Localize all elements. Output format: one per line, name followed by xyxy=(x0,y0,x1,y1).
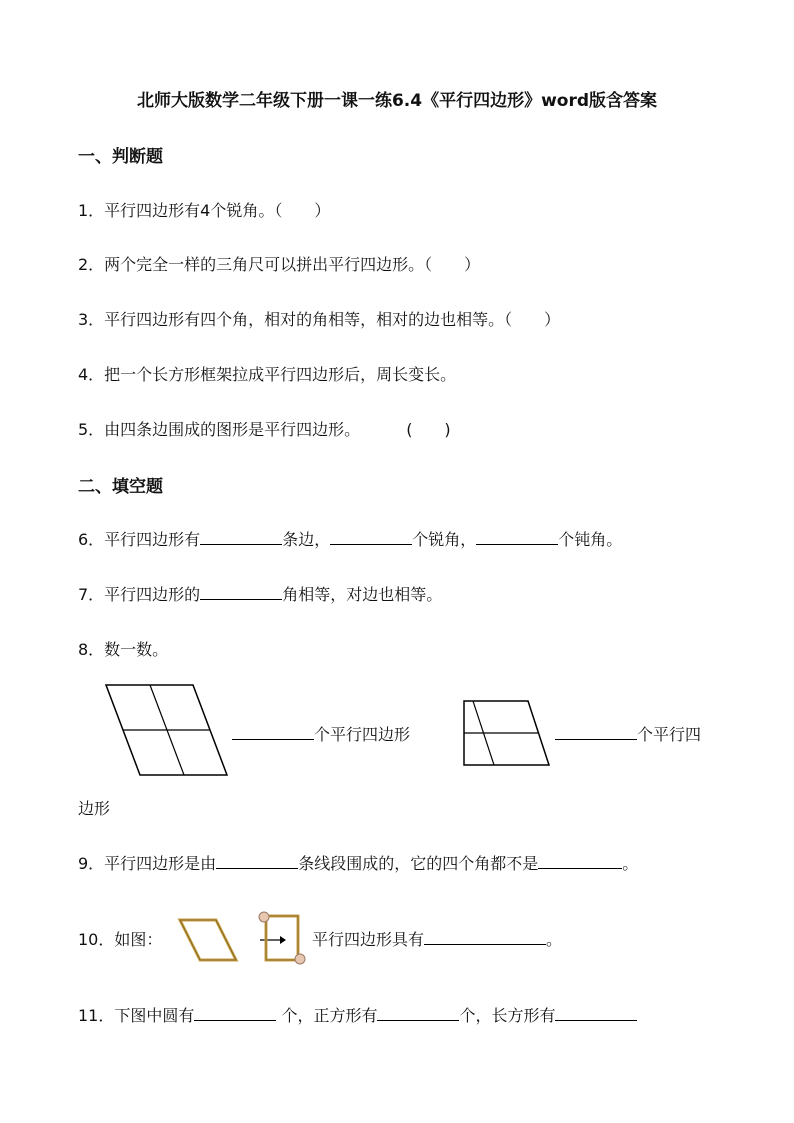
answer-blank[interactable] xyxy=(200,585,282,600)
question-11-part1: 11．下图中圆有 xyxy=(78,1006,195,1025)
question-8: 8．数一数。 xyxy=(78,640,169,659)
question-8-figure-2-answer xyxy=(555,722,701,745)
answer-blank[interactable] xyxy=(216,854,298,869)
parallelogram-figure-2 xyxy=(460,698,554,770)
question-10-part3: 。 xyxy=(546,930,563,949)
question-6-part4: 个钝角。 xyxy=(558,530,623,549)
answer-blank[interactable] xyxy=(555,1006,637,1021)
question-11-part3: 个，长方形有 xyxy=(459,1006,556,1025)
question-4: 4．把一个长方形框架拉成平行四边形后，周长变长。 xyxy=(78,365,457,384)
question-5 xyxy=(78,417,451,440)
answer-blank[interactable] xyxy=(555,725,637,740)
question-3: 3．平行四边形有四个角，相对的角相等，相对的边也相等。（ ） xyxy=(78,310,561,329)
question-7 xyxy=(78,582,442,605)
section-heading-fill: 二、填空题 xyxy=(78,477,163,497)
question-6-part1: 6．平行四边形有 xyxy=(78,530,201,549)
answer-blank[interactable] xyxy=(424,930,546,945)
question-11 xyxy=(78,1003,637,1026)
question-8-figure-1-label: 个平行四边形 xyxy=(314,725,411,744)
question-9 xyxy=(78,851,638,874)
question-2: 2．两个完全一样的三角尺可以拼出平行四边形。（ ） xyxy=(78,255,481,274)
answer-blank[interactable] xyxy=(377,1006,459,1021)
question-9-part1: 9．平行四边形是由 xyxy=(78,854,217,873)
question-10-label: 10．如图： xyxy=(78,930,163,949)
question-9-part2: 条线段围成的，它的四个角都不是 xyxy=(298,854,539,873)
question-7-part1: 7．平行四边形的 xyxy=(78,585,201,604)
question-5-paren: ( ) xyxy=(406,420,451,439)
question-7-part2: 角相等，对边也相等。 xyxy=(282,585,443,604)
answer-blank[interactable] xyxy=(538,854,622,869)
answer-blank[interactable] xyxy=(232,725,314,740)
answer-blank[interactable] xyxy=(330,530,412,545)
page-title: 北师大版数学二年级下册一课一练6.4《平行四边形》word版含答案 xyxy=(136,91,658,111)
parallelogram-figure-1 xyxy=(100,682,232,778)
question-8-figure-2-label: 个平行四 xyxy=(637,725,702,744)
question-10 xyxy=(312,927,562,950)
question-8-figure-1-answer xyxy=(232,722,410,745)
answer-blank[interactable] xyxy=(194,1006,276,1021)
question-6-part2: 条边， xyxy=(282,530,331,549)
question-5-text: 5．由四条边围成的图形是平行四边形。 xyxy=(78,420,361,439)
question-6-part3: 个锐角， xyxy=(412,530,477,549)
question-11-part2: 个，正方形有 xyxy=(276,1006,378,1025)
question-10-part2: 平行四边形具有 xyxy=(312,930,425,949)
question-1: 1．平行四边形有4个锐角。（ ） xyxy=(78,201,331,220)
question-6 xyxy=(78,527,622,550)
answer-blank[interactable] xyxy=(200,530,282,545)
question-8-wrap: 边形 xyxy=(78,799,111,818)
frame-transform-icon xyxy=(176,910,310,966)
question-9-part3: 。 xyxy=(622,854,639,873)
answer-blank[interactable] xyxy=(476,530,558,545)
section-heading-judge: 一、判断题 xyxy=(78,147,163,167)
